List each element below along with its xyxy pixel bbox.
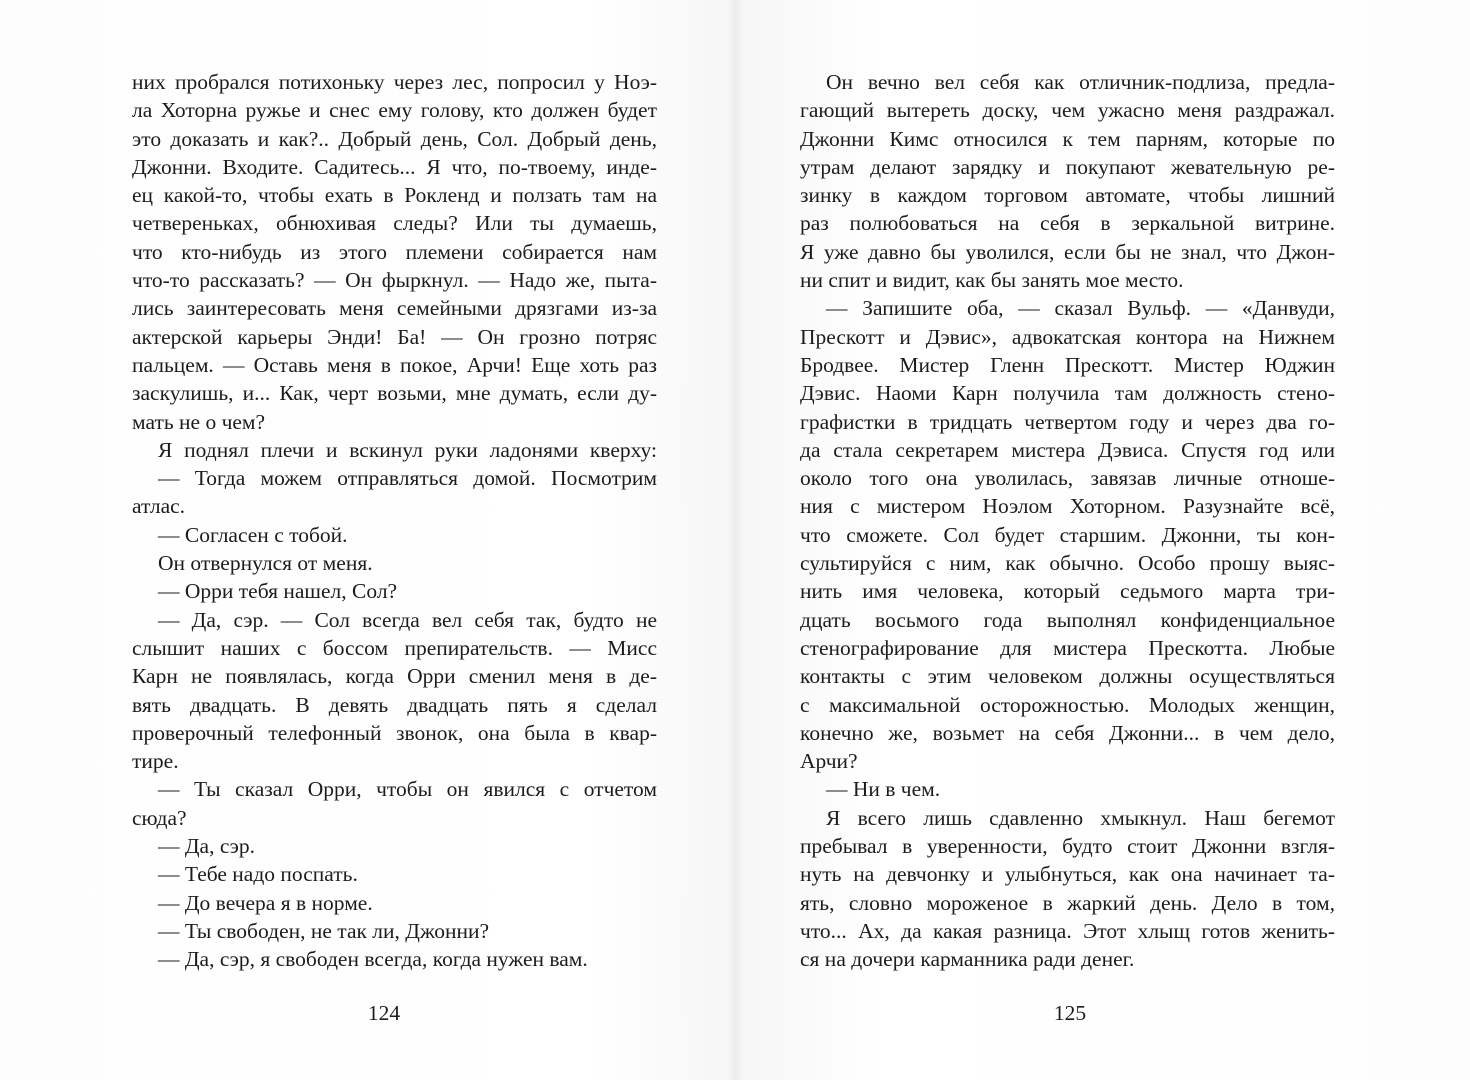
text-line: зинку в каждом торговом автомате, чтобы лишний: [800, 183, 1335, 208]
text-line: Арчи?: [800, 749, 858, 774]
text-line: Прескотт и Дэвис», адвокатская контора на Нижнем: [800, 324, 1335, 349]
text-line: Я поднял плечи и вскинул руки ладонями кверху:: [158, 437, 657, 462]
text-line: — Тебе надо поспать.: [158, 862, 358, 887]
text-line: нуть на девчонку и улыбнуться, как она начинает та-: [800, 862, 1335, 887]
text-line: — Да, сэр. — Сол всегда вел себя так, будто не: [158, 607, 657, 632]
text-line: Я всего лишь сдавленно хмыкнул. Наш бегемот: [826, 805, 1335, 830]
text-line: — Запишите оба, — сказал Вульф. — «Данвуди,: [826, 296, 1335, 321]
text-line: Дэвис. Наоми Карн получила там должность стено-: [800, 381, 1335, 406]
text-line: да стала секретарем мистера Дэвиса. Спустя год или: [800, 437, 1335, 462]
text-line: ния с мистером Ноэлом Хоторном. Разузнайте всё,: [800, 494, 1335, 519]
text-line: Джонни. Входите. Садитесь... Я что, по-твоему, индe-: [132, 154, 657, 179]
text-line: ни спит и видит, как бы занять мое место.: [800, 268, 1184, 293]
text-line: ла Хоторна ружье и снес ему голову, кто должен будет: [132, 98, 657, 123]
text-line: слышит наших с боссом препирательств. — Мисс: [132, 635, 657, 660]
text-line: заскулишь, и... Как, черт возьми, мне думать, если ду-: [132, 381, 657, 406]
text-line: ять, словно мороженое в жаркий день. Дело в том,: [800, 890, 1335, 915]
text-line: — Орри тебя нашел, Сол?: [158, 579, 398, 604]
text-line: это доказать и как?.. Добрый день, Сол. Добрый день,: [132, 126, 657, 151]
text-line: утрам делают зарядку и покупают жевательную ре-: [800, 154, 1335, 179]
text-line: четвереньках, обнюхивая следы? Или ты думаешь,: [132, 211, 657, 236]
text-line: актерской карьеры Энди! Ба! — Он грозно потряс: [132, 324, 657, 349]
text-line: Джонни Кимс относился к тем парням, которые по: [800, 126, 1335, 151]
text-line: тире.: [132, 749, 179, 774]
text-line: — Согласен с тобой.: [158, 522, 348, 547]
text-line: около того она уволилась, завязав личные отноше-: [800, 466, 1335, 491]
text-line: что-то рассказать? — Он фыркнул. — Надо же, пыта-: [132, 268, 657, 293]
text-line: пребывал в уверенности, будто стоит Джонни взгля-: [800, 834, 1335, 859]
text-line: что сможете. Сол будет старшим. Джонни, ты кон-: [800, 522, 1335, 547]
text-line: Он отвернулся от меня.: [158, 551, 373, 576]
text-line: вять двадцать. В девять двадцать пять я сделал: [132, 692, 657, 717]
text-line: Он вечно вел себя как отличник-подлиза, предла-: [826, 70, 1335, 94]
text-line: что кто-нибудь из этого племени собирается нам: [132, 239, 657, 264]
text-line: атлас.: [132, 494, 186, 519]
text-line: мать не о чем?: [132, 409, 266, 434]
text-line: раз полюбоваться на себя в зеркальной витрине.: [800, 211, 1335, 236]
text-line: ся на дочери карманника ради денег.: [800, 947, 1135, 972]
text-line: — Да, сэр, я свободен всегда, когда нужен вам.: [158, 947, 588, 972]
text-line: стенографирование для мистера Прескотта. Любые: [800, 635, 1335, 660]
text-line: Я уже давно бы уволился, если бы не знал, что Джон-: [800, 239, 1335, 264]
left-page-text: [132, 68, 657, 974]
right-page-number: 125: [1053, 1001, 1087, 1025]
text-line: пальцем. — Оставь меня в покое, Арчи! Еще хоть раз: [132, 352, 657, 377]
text-line: гающий вытереть доску, чем ужасно меня раздражал.: [800, 98, 1335, 123]
text-line: дцать восьмого года выполнял конфиденциальное: [800, 607, 1335, 632]
text-line: — Ни в чем.: [826, 777, 941, 802]
text-line: сультируйся с ним, как обычно. Особо прошу выяс-: [800, 551, 1335, 576]
text-line: — Тогда можем отправляться домой. Посмотрим: [158, 466, 657, 491]
text-line: с максимальной осторожностью. Молодых женщин,: [800, 692, 1335, 717]
text-line: что... Ах, да какая разница. Этот хлыщ готов женить-: [800, 918, 1335, 943]
text-line: Бродвее. Мистер Гленн Прескотт. Мистер Юджин: [800, 352, 1335, 377]
text-line: — Да, сэр.: [158, 834, 255, 859]
text-line: ец какой-то, чтобы ехать в Рокленд и ползать там на: [132, 183, 657, 208]
text-line: Карн не появлялась, когда Орри сменил меня в де-: [132, 664, 657, 689]
text-line: проверочный телефонный звонок, она была в квар-: [132, 720, 657, 745]
text-line: контакты с этим человеком должны осуществляться: [800, 664, 1335, 689]
text-line: конечно же, возьмет на себя Джонни... в чем дело,: [800, 720, 1335, 745]
right-page-text: [800, 68, 1335, 974]
text-line: графистки в тридцать четвертом году и через два го-: [800, 409, 1335, 434]
text-line: лись заинтересовать меня семейными дрязгами из-за: [132, 296, 657, 321]
text-line: — Ты свободен, не так ли, Джонни?: [158, 918, 490, 943]
left-page-number: 124: [367, 1001, 401, 1025]
text-line: — Ты сказал Орри, чтобы он явился с отчетом: [158, 777, 657, 802]
text-line: сюда?: [132, 805, 187, 830]
text-line: — До вечера я в норме.: [158, 890, 373, 915]
text-line: них пробрался потихоньку через лес, попросил у Ноэ-: [132, 70, 657, 94]
text-line: нить имя человека, который седьмого марта три-: [800, 579, 1335, 604]
